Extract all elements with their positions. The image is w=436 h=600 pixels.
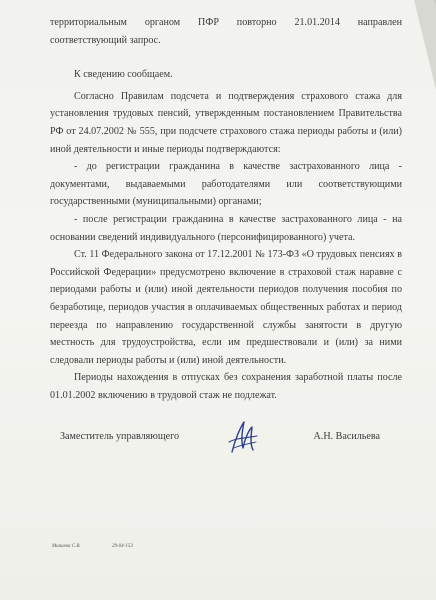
folded-corner: [414, 0, 436, 90]
paragraph-before-registration: - до регистрации гражданина в качестве застрахованного лица - документами, выдаваемыми работодателями или соответствующими государственными (муниципальными) органами;: [50, 161, 402, 208]
paragraph-rules: Согласно Правилам подсчета и подтверждения страхового стажа для установления трудовых пенсий, утвержденным постановлением Правительства РФ от 24.07.2002 № 555, при подсчете страхового стажа периоды работы и (или) иной деятельности и иные периоды подтверждаются:: [50, 90, 402, 155]
signatory-name: А.Н. Васильева: [313, 431, 380, 442]
paragraph-continuation: территориальным органом ПФР повторно 21.01.2014 направлен соответствующий запрос.: [50, 17, 402, 46]
paragraph-notice: К сведению сообщаем.: [74, 69, 173, 81]
executor-name: Минаева С.В.: [52, 544, 81, 549]
paragraph-federal-law: Ст. 11 Федерального закона от 17.12.2001 № 173-ФЗ «О трудовых пенсиях в Российской Федерации» предусмотрено включение в страховой стаж наравне с периодами работы и (или) иной деятельности периодов получения пособия по безработице, периодов участия в оплачиваемых общественных работах и период переезда по направлению государственной службы занятости в другую местность для трудоустройства, если им предшествовали и (или) за ними следовали периоды работы и (или) иной деятельности.: [50, 249, 402, 366]
paragraph-unpaid-leave: Периоды нахождения в отпусках без сохранения заработной платы после 01.01.2002 включению в трудовой стаж не подлежат.: [50, 372, 402, 401]
executor-phone: 29-04-153: [112, 544, 133, 549]
signature-row: [60, 431, 380, 451]
paragraph-after-registration: - после регистрации гражданина в качестве застрахованного лица - на основании сведений индивидуального (персонифицированного) учета.: [50, 213, 402, 243]
letter-body: [50, 14, 402, 404]
signatory-role: Заместитель управляющего: [60, 431, 180, 442]
